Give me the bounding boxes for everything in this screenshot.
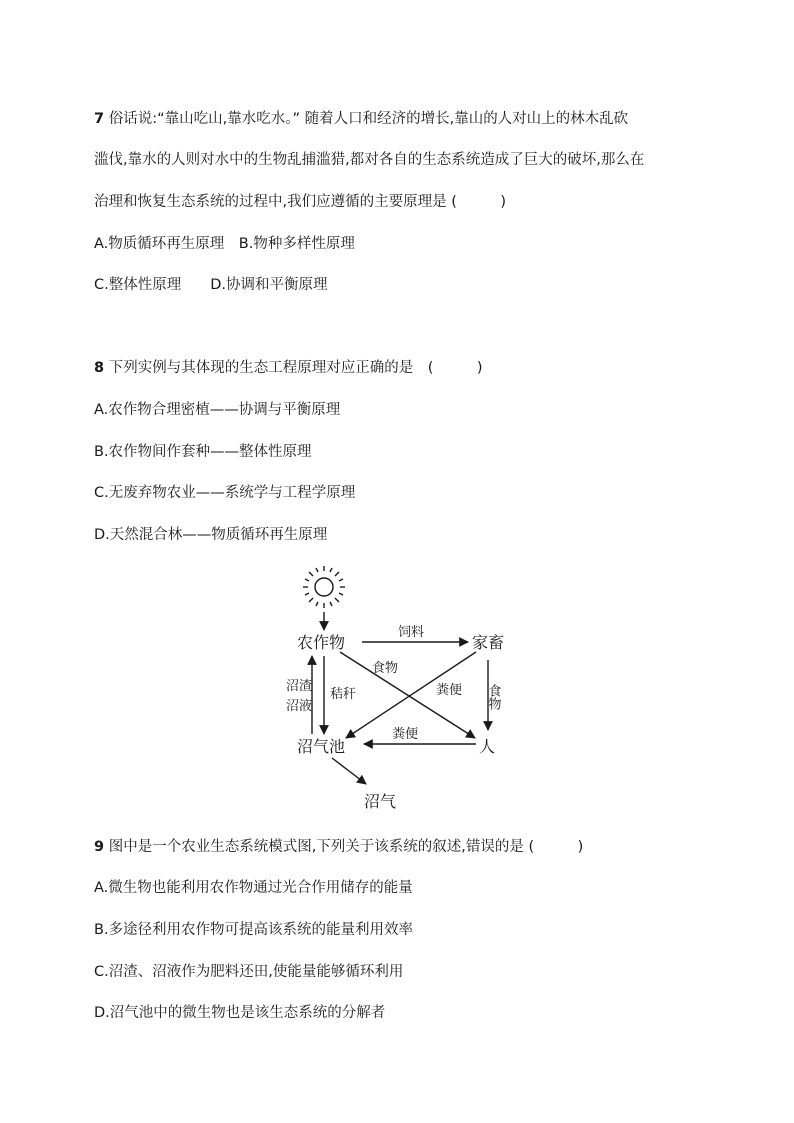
edge-residue-label-2: 沼液 <box>286 699 313 714</box>
q9-stem: 图中是一个农业生态系统模式图,下列关于该系统的叙述,错误的是 ( ) <box>108 839 584 855</box>
q9-line-1 <box>94 837 583 857</box>
q7-line-1 <box>94 109 628 129</box>
q9-option-c: C.沼渣、沼液作为肥料还田,使能量能够循环利用 <box>94 964 404 980</box>
q9-number: 9 <box>94 839 105 855</box>
edge-food-crop-label: 食物 <box>372 661 399 676</box>
arrow-biogas-gas <box>332 758 366 784</box>
node-biogas: 沼气 <box>364 792 397 811</box>
q8-option-b: B.农作物间作套种——整体性原理 <box>94 444 312 460</box>
edge-feed-label: 饲料 <box>398 625 425 640</box>
edge-manure-livestock-label: 粪便 <box>436 683 463 698</box>
edge-straw-label: 秸秆 <box>330 687 357 702</box>
q7-stem-3: 治理和恢复生态系统的过程中,我们应遵循的主要原理是 ( ) <box>94 194 507 210</box>
ecosystem-diagram <box>280 562 520 822</box>
q7-number: 7 <box>94 111 105 127</box>
q8-stem: 下列实例与其体现的生态工程原理对应正确的是 ( ) <box>108 360 483 376</box>
node-livestock: 家畜 <box>472 633 505 652</box>
edge-food-vertical-label: 食物 <box>485 684 501 710</box>
q8-option-a: A.农作物合理密植——协调与平衡原理 <box>94 402 341 418</box>
q8-line-1 <box>94 358 483 378</box>
node-biogas-pool: 沼气池 <box>297 737 346 756</box>
q7-option-cd: C.整体性原理 D.协调和平衡原理 <box>94 277 328 293</box>
q8-option-d: D.天然混合林——物质循环再生原理 <box>94 527 328 543</box>
node-crops: 农作物 <box>297 633 346 652</box>
q9-option-a: A.微生物也能利用农作物通过光合作用储存的能量 <box>94 880 413 896</box>
q7-stem-2: 滥伐,靠水的人则对水中的生物乱捕滥猎,都对各自的生态系统造成了巨大的破坏,那么在 <box>94 152 645 168</box>
q9-option-b: B.多途径利用农作物可提高该系统的能量利用效率 <box>94 922 414 938</box>
q8-option-c: C.无废弃物农业——系统学与工程学原理 <box>94 485 356 501</box>
edge-manure-person-label: 粪便 <box>392 727 419 742</box>
edge-residue-label-1: 沼渣 <box>286 679 313 694</box>
node-person: 人 <box>479 737 496 756</box>
q9-option-d: D.沼气池中的微生物也是该生态系统的分解者 <box>94 1005 386 1021</box>
q7-stem-1: 俗话说:“靠山吃山,靠水吃水。” 随着人口和经济的增长,靠山的人对山上的林木乱砍 <box>108 111 629 127</box>
sun-icon <box>303 566 345 608</box>
q7-option-ab: A.物质循环再生原理 B.物种多样性原理 <box>94 236 355 252</box>
q8-number: 8 <box>94 360 105 376</box>
